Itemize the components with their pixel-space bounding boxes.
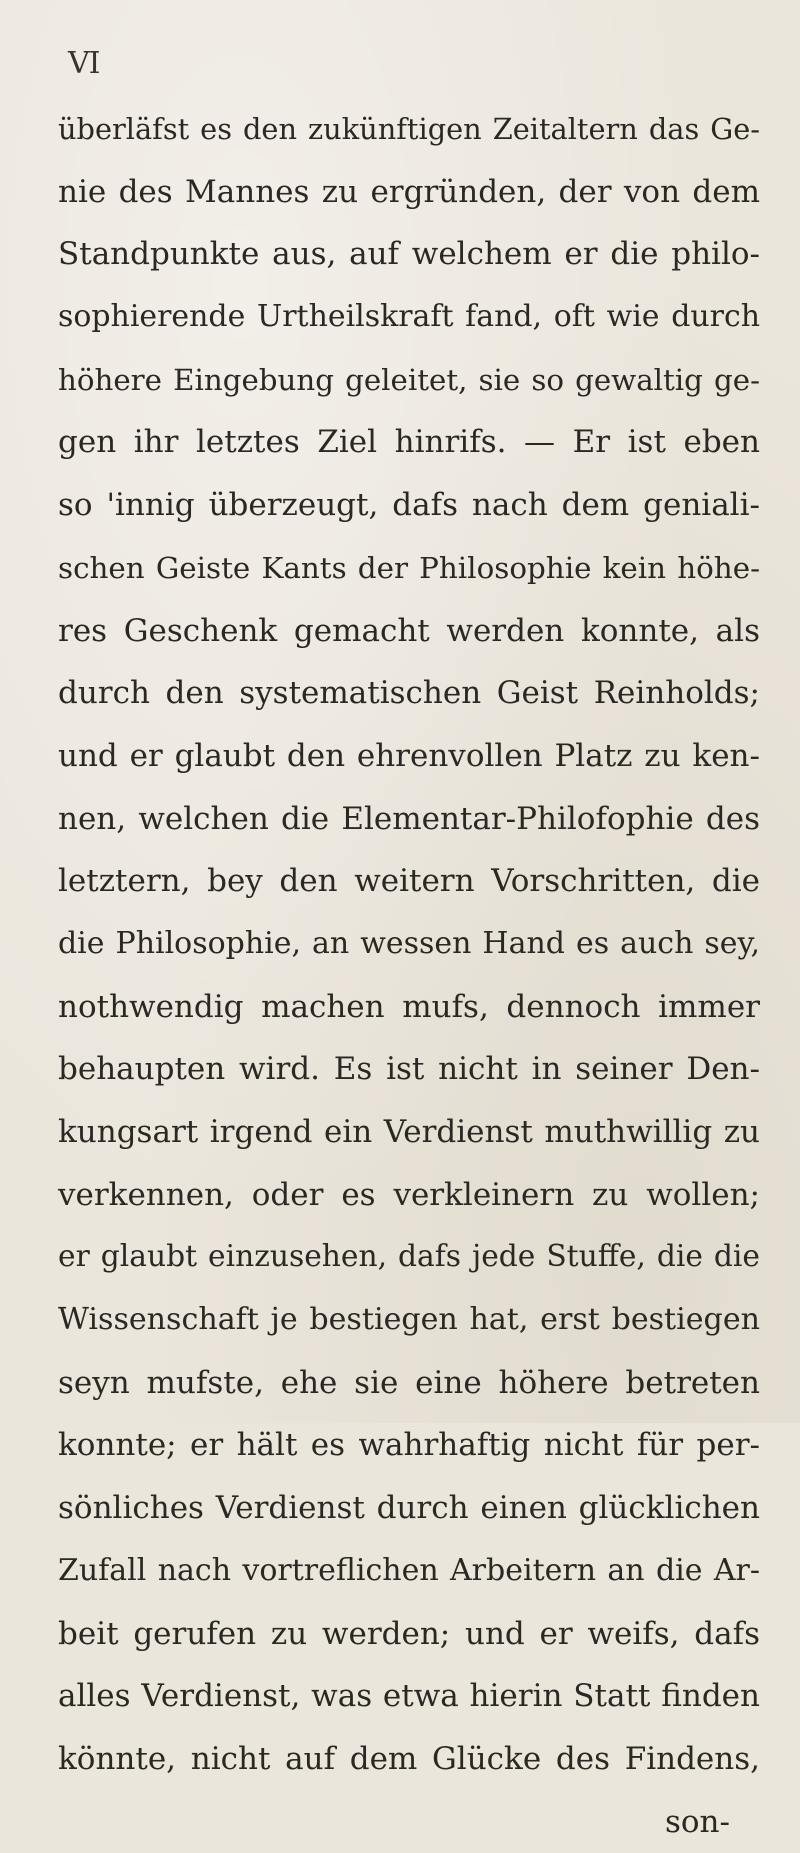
page-number: VI	[68, 46, 100, 81]
text-line: die Philosophie, an wessen Hand es auch sey,	[58, 925, 760, 961]
text-line: Standpunkte aus, auf welchem er die philo-	[58, 236, 760, 273]
text-line: nen, welchen die Elementar-Philofophie des	[58, 800, 760, 837]
text-line: alles Verdienst, was etwa hierin Statt finden	[58, 1678, 760, 1715]
text-line: schen Geiste Kants der Philosophie kein höhe-	[58, 550, 760, 585]
text-line: er glaubt einzusehen, dafs jede Stuffe, die die	[58, 1239, 760, 1275]
text-line: so 'innig überzeugt, dafs nach dem geniali-	[58, 487, 760, 524]
text-line: Zufall nach vortreflichen Arbeitern an die Ar-	[58, 1552, 760, 1588]
text-line: seyn mufste, ehe sie eine höhere betreten	[58, 1364, 760, 1401]
text-line: verkennen, oder es verkleinern zu wollen;	[58, 1176, 760, 1213]
text-line: kungsart irgend ein Verdienst muthwillig zu	[58, 1114, 760, 1150]
text-line: höhere Eingebung geleitet, sie so gewaltig ge-	[58, 362, 760, 397]
text-line: beit gerufen zu werden; und er weifs, dafs	[58, 1615, 760, 1652]
text-line: res Geschenk gemacht werden konnte, als	[58, 612, 760, 649]
text-line: letztern, bey den weitern Vorschritten, die	[58, 863, 760, 900]
text-line: nothwendig machen mufs, dennoch immer	[58, 988, 760, 1025]
text-line: sönliches Verdienst durch einen glücklichen	[58, 1490, 760, 1527]
text-line: gen ihr letztes Ziel hinrifs. — Er ist eben	[58, 424, 760, 461]
text-line: nie des Mannes zu ergründen, der von dem	[58, 173, 760, 210]
text-line: behaupten wird. Es ist nicht in seiner Den-	[58, 1051, 760, 1088]
text-line: konnte; er hält es wahrhaftig nicht für per-	[58, 1427, 760, 1464]
text-line: durch den systematischen Geist Reinholds;	[58, 675, 760, 712]
text-line: son-	[664, 1803, 730, 1840]
text-line: Wissenschaft je bestiegen hat, erst bestiegen	[58, 1302, 760, 1338]
text-line: sophierende Urtheilskraft fand, oft wie durch	[58, 299, 760, 335]
body-text	[58, 98, 760, 1853]
text-line: und er glaubt den ehrenvollen Platz zu ken-	[58, 737, 760, 774]
text-line: überläfst es den zukünftigen Zeitaltern das Ge-	[58, 112, 760, 146]
text-line: könnte, nicht auf dem Glücke des Findens,	[58, 1740, 760, 1777]
